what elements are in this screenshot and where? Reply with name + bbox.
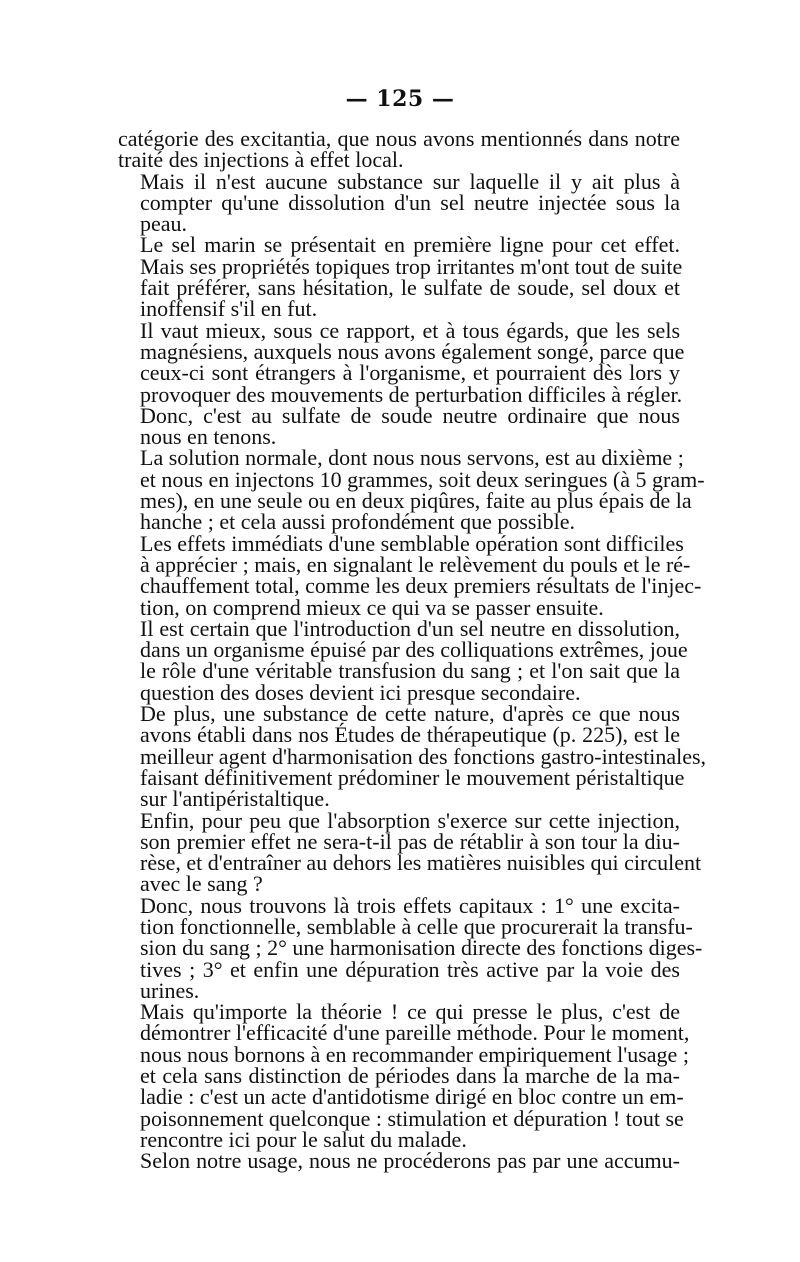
text-line: urines. [140, 977, 200, 1003]
text-line: Donc, nous trouvons là trois effets capitaux : 1° une excita- [140, 892, 680, 918]
text-line: Enfin, pour peu que l'absorption s'exerce sur cette injection, [140, 807, 680, 833]
paragraph [118, 807, 702, 897]
text-line: Mais il n'est aucune substance sur laquelle il y ait plus à [140, 168, 680, 194]
text-line: traité des injections à effet local. [118, 147, 404, 173]
text-line: Selon notre usage, nous ne procéderons pas par une accumu- [140, 1148, 680, 1174]
paragraph [118, 615, 688, 705]
paragraph [118, 232, 683, 322]
text-line: magnésiens, auxquels nous avons également songé, parce que [140, 338, 685, 364]
text-line: son premier effet ne sera-t-il pas de rétablir à son tour la diu- [140, 828, 680, 854]
text-line: ceux-ci sont étrangers à l'organisme, et pourraient dès lors y [140, 360, 680, 386]
paragraph [118, 402, 680, 450]
text-line: chauffement total, comme les deux premiers résultats de l'injec- [140, 573, 702, 599]
text-line: Le sel marin se présentait en première ligne pour cet effet. [140, 232, 680, 258]
text-line: rèse, et d'entraîner au dehors les matières nuisibles qui circulent [140, 850, 702, 876]
text-line: Mais ses propriétés topiques trop irritantes m'ont tout de suite [140, 253, 683, 279]
text-line: et nous en injectons 10 grammes, soit deux seringues (à 5 gram- [140, 466, 705, 492]
text-line: faisant définitivement prédominer le mouvement péristaltique [140, 764, 685, 790]
text-line: peau. [140, 211, 188, 237]
text-line: rencontre ici pour le salut du malade. [140, 1126, 467, 1152]
text-line: avec le sang ? [140, 871, 263, 897]
paragraph [118, 317, 685, 407]
body-text [118, 126, 707, 1174]
text-line: nous en tenons. [140, 424, 277, 450]
text-line: fait préférer, sans hésitation, le sulfate de soude, sel doux et [140, 275, 680, 301]
text-line: tion fonctionnelle, semblable à celle que procurerait la transfu- [140, 913, 693, 939]
paragraph [118, 999, 690, 1152]
text-line: Mais qu'importe la théorie ! ce qui presse le plus, c'est de [140, 999, 680, 1025]
text-line: le rôle d'une véritable transfusion du sang ; et l'on sait que la [140, 658, 680, 684]
text-line: Il est certain que l'introduction d'un sel neutre en dissolution, [140, 615, 680, 641]
text-line: meilleur agent d'harmonisation des fonctions gastro-intestinales, [140, 743, 707, 769]
paragraph [118, 128, 680, 171]
paragraph [118, 445, 705, 535]
text-line: Donc, c'est au sulfate de soude neutre ordinaire que nous [140, 402, 680, 428]
paragraph [118, 1148, 680, 1174]
text-line: tives ; 3° et enfin une dépuration très active par la voie des [140, 956, 680, 982]
text-line: poisonnement quelconque : stimulation et dépuration ! tout se [140, 1105, 684, 1131]
text-line: question des doses devient ici presque secondaire. [140, 679, 581, 705]
paragraph [118, 530, 702, 620]
text-line: sion du sang ; 2° une harmonisation directe des fonctions diges- [140, 935, 703, 961]
text-line: et cela sans distinction de périodes dans la marche de la ma- [140, 1063, 680, 1089]
text-line: catégorie des excitantia, que nous avons mentionnés dans notre [118, 126, 680, 151]
text-line: nous nous bornons à en recommander empiriquement l'usage ; [140, 1041, 689, 1067]
page-number: — 125 — [345, 86, 455, 112]
paragraph [118, 168, 680, 237]
text-line: dans un organisme épuisé par des colliquations extrêmes, joue [140, 637, 688, 663]
text-line: tion, on comprend mieux ce qui va se passer ensuite. [140, 594, 604, 620]
text-line: ladie : c'est un acte d'antidotisme dirigé en bloc contre un em- [140, 1084, 684, 1110]
text-line: De plus, une substance de cette nature, d'après ce que nous [140, 701, 680, 727]
text-line: mes), en une seule ou en deux piqûres, faite au plus épais de la [140, 488, 692, 514]
text-line: démontrer l'efficacité d'une pareille méthode. Pour le moment, [140, 1020, 690, 1046]
paragraph [118, 892, 703, 1003]
text-line: Il vaut mieux, sous ce rapport, et à tous égards, que les sels [140, 317, 680, 343]
text-line: Les effets immédiats d'une semblable opération sont difficiles [140, 530, 684, 556]
text-line: inoffensif s'il en fut. [140, 296, 318, 322]
text-line: hanche ; et cela aussi profondément que possible. [140, 509, 575, 535]
text-line: provoquer des mouvements de perturbation difficiles à régler. [140, 381, 683, 407]
text-line: à apprécier ; mais, en signalant le relèvement du pouls et le ré- [140, 551, 691, 577]
text-line: compter qu'une dissolution d'un sel neutre injectée sous la [140, 189, 680, 215]
paragraph [118, 701, 707, 812]
text-line: avons établi dans nos Études de thérapeutique (p. 225), est le [140, 722, 680, 748]
text-line: sur l'antipéristaltique. [140, 786, 330, 812]
text-line: La solution normale, dont nous nous servons, est au dixième ; [140, 445, 684, 471]
